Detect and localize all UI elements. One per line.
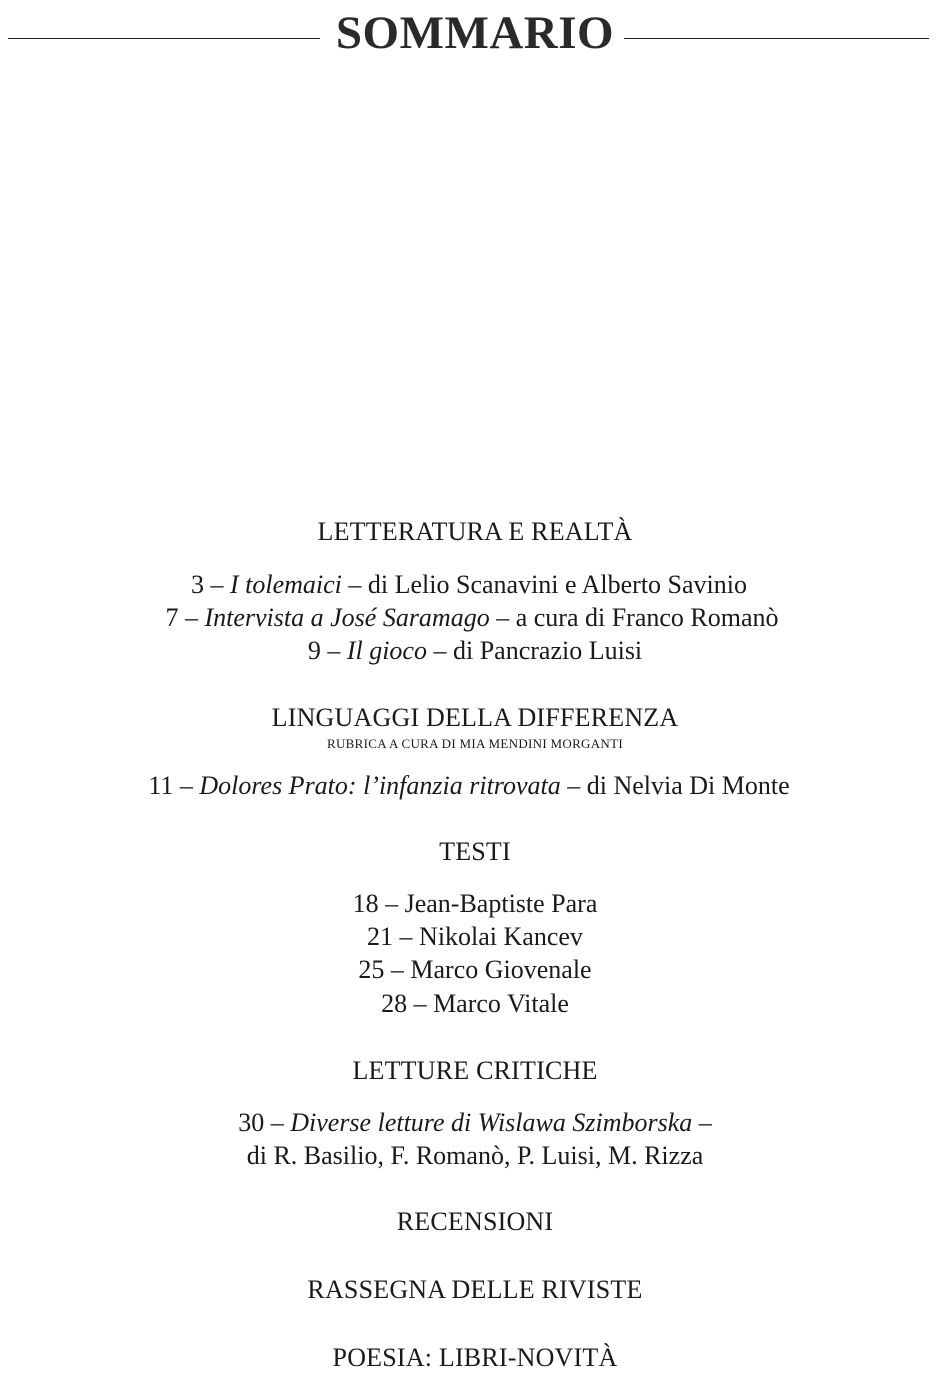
- entry-author: Jean-Baptiste Para: [404, 889, 598, 918]
- entry-page: 21: [367, 922, 394, 951]
- entry-page: 11: [148, 771, 174, 800]
- entry-author: Nikolai Kancev: [419, 922, 583, 951]
- toc-entry: 30 – Diverse letture di Wislawa Szimborska –: [238, 1108, 712, 1137]
- section-heading-letture-critiche: LETTURE CRITICHE: [352, 1056, 598, 1085]
- toc-entry-continued: [0, 1140, 950, 1172]
- entry-author: a cura di Franco Romanò: [515, 603, 779, 632]
- section-heading-recensioni: RECENSIONI: [396, 1207, 554, 1236]
- page-header: [0, 8, 950, 62]
- toc-entry: 7 – Intervista a José Saramago – a cura di Franco Romanò: [165, 603, 779, 632]
- entry-author: di Pancrazio Luisi: [452, 636, 643, 665]
- entry-page: 7: [165, 603, 179, 632]
- header-rule-right: [624, 38, 929, 39]
- entry-page: 18: [352, 889, 379, 918]
- section-heading-linguaggi: LINGUAGGI DELLA DIFFERENZA: [271, 703, 679, 732]
- entry-author: di R. Basilio, F. Romanò, P. Luisi, M. Rizza: [246, 1141, 704, 1170]
- page-title: SOMMARIO: [335, 7, 615, 59]
- entry-page: 30: [238, 1108, 265, 1137]
- entry-work: I tolemaici: [229, 570, 342, 599]
- entry-page: 3: [190, 570, 204, 599]
- entry-page: 28: [381, 989, 408, 1018]
- toc-entry: 21 – Nikolai Kancev: [367, 922, 583, 951]
- entry-author: Marco Vitale: [433, 989, 569, 1018]
- section-heading-rassegna: RASSEGNA DELLE RIVISTE: [307, 1275, 643, 1304]
- entry-work: Diverse letture di Wislawa Szimborska: [290, 1108, 693, 1137]
- toc-entry: 25 – Marco Giovenale: [358, 955, 592, 984]
- entry-author: Marco Giovenale: [410, 955, 592, 984]
- toc-entry: 18 – Jean-Baptiste Para: [352, 889, 598, 918]
- section-heading-poesia: POESIA: LIBRI-NOVITÀ: [332, 1343, 618, 1372]
- entry-author: di Lelio Scanavini e Alberto Savinio: [367, 570, 748, 599]
- toc-entry: 9 – Il gioco – di Pancrazio Luisi: [307, 636, 643, 665]
- section-subheading: RUBRICA A CURA DI MIA MENDINI MORGANTI: [327, 736, 623, 751]
- toc-entry: 28 – Marco Vitale: [381, 989, 569, 1018]
- section-heading-letteratura: LETTERATURA E REALTÀ: [317, 517, 633, 546]
- entry-work: Dolores Prato: l’infanzia ritrovata: [199, 771, 561, 800]
- entry-author: di Nelvia Di Monte: [586, 771, 790, 800]
- entry-page: 25: [358, 955, 385, 984]
- section-heading-testi: TESTI: [439, 837, 511, 866]
- entry-work: Intervista a José Saramago: [204, 603, 490, 632]
- entry-page: 9: [307, 636, 321, 665]
- toc-entry: 3 – I tolemaici – di Lelio Scanavini e Alberto Savinio: [190, 570, 748, 599]
- toc-entry: 11 – Dolores Prato: l’infanzia ritrovata – di Nelvia Di Monte: [148, 771, 790, 800]
- entry-work: Il gioco: [346, 636, 427, 665]
